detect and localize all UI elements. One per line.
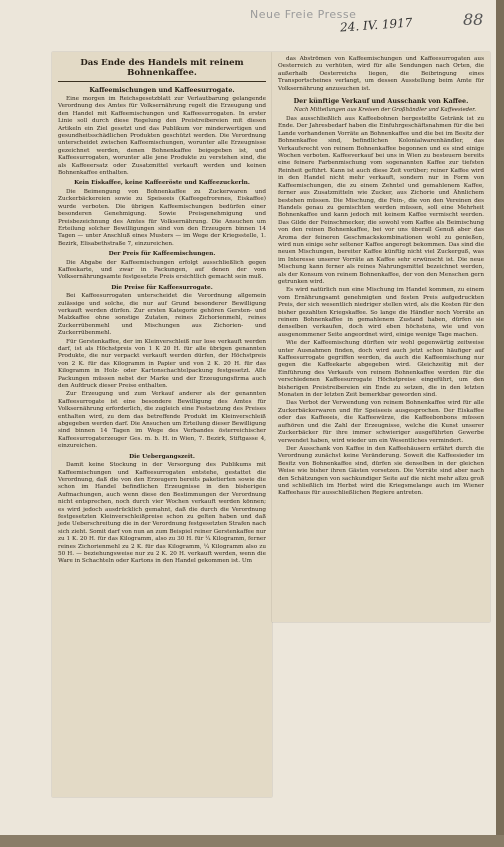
- paragraph: Das Verbot der Verwendung von reinem Bohnenkaffee wird für alle Zuckerbäckerwaren und für Speiseeis ausgesprochen. Der Eiskaffee oder das Kaffeeeis, die Kaffeewürze, die Kaffeebonbons müssen aufhören und die Zahl der Erzeugnisse, welche die Kunst unserer Zuckerbäcker für ihre immer schwieriger ausgeführten Gewerbe verwendet haben, wird wieder um ein Wesentliches vermindert.: [278, 400, 484, 444]
- page-edge-bottom: [0, 835, 504, 847]
- paragraph: Es wird natürlich nun eine Mischung im Handel kommen, zu einem vom Ernährungsamt genehmigten und festen Preis aufgedruckten Preis, der sich wesentlich niedriger stellen wird, als die Kosten für den bisher gezahlten Kriegskaffee. So lange die Händler noch Vorräte an reinem Bohnenkaffee in gemahlenem Zustand haben, dürfen sie denselben verkaufen, doch wird eben höchstens, wie und von ausgenommener Seite angeordnet wird, einige wenige Tage machen.: [278, 287, 484, 338]
- paragraph: Die Abgabe der Kaffeemischungen erfolgt ausschließlich gegen Kaffeekarte, und zwar in Packungen, auf denen der vom Volksernährungsamte festgesetzte Preis ersichtlich gemacht sein muß.: [58, 259, 266, 281]
- newspaper-stamp: Neue Freie Presse: [250, 8, 357, 21]
- paragraph: Die Beimengung von Bohnenkaffee zu Zuckerwaren und Zuckerbäckereien sowie zu Speiseeis (Kaffeegefrorenes, Eiskaffee) wurde verboten. Die übrigen Kaffeemischungen bedürfen einer besonderen Genehmigung. Sowie Preisgenehmigung und Preisbezeichnung des Amtes für Volksernährung. Die Ansuchen um Erteilung solcher Bewilligungen sind von den Erzeugern binnen 14 Tagen — unter Anschluß eines Musters — im Wege der Kriegsstelle, 1. Bezirk, Elisabethstraße 7, einzureichen.: [58, 188, 266, 247]
- paragraph: Eine morgen im Reichsgesetzblatt zur Verlautbarung gelangende Verordnung des Amtes für Volksernährung regelt die Erzeugung und den Handel mit Kaffeemischungen und Kaffeesurrogaten. In erster Linie soll durch diese Regelung den Preistreibereien mit diesen Artikeln ein Ziel gesetzt und das Publikum vor minderwertigen und gesundheitsschädlichen Produkten geschützt werden. Die Verordnung unterscheidet zwischen Kaffeemischungen, worunter alle Erzeugnisse gezeichnet werden, denen Bohnenkaffee beigegeben ist, und Kaffeesurrogaten, worunter alle jene Produkte zu verstehen sind, die als Kaffeeersatz oder Zusatzmittel verkauft werden und keinen Bohnenkaffee enthalten.: [58, 96, 266, 177]
- paragraph: das Abströmen von Kaffeemischungen und Kaffeesurrogaten aus Oesterreich zu verhüten, wird für alle Sendungen nach Orten, die außerhalb Oesterreichs liegen, die Beibringung eines Transportscheines verlangt, um dessen Ausstellung beim Amte für Volksernährung anzusuchen ist.: [278, 56, 484, 92]
- article-title: Das Ende des Handels mit reinem Bohnenkaffee.: [58, 58, 266, 82]
- paragraph: Der Ausschank von Kaffee in den Kaffeehäusern erfährt durch die Verordnung zunächst keine Veränderung. Soweit die Kaffeesieder im Besitz von Bohnenkaffee sind, dürfen sie denselben in der gleichen Weise wie bisher ihren Gästen vorsetzen. Die Vorräte sind aber nach den Schätzungen von sachkundiger Seite auf die nicht mehr allzu groß und schließlich im Herbst wird die Kriegsmelange auch im Wiener Kaffeehaus für ausschließlichen Regiere antreten.: [278, 445, 484, 497]
- paragraph: Zur Erzeugung und zum Verkauf anderer als der genannten Kaffeesurrogate ist eine besondere Bewilligung des Amtes für Volksernährung erforderlich, die zugleich eine Festsetzung des Preises enthalten wird, zu dem das betreffende Produkt im Kleinverschleiß abgegeben werden darf. Die Ansuchen um Erteilung dieser Bewilligung sind binnen 14 Tagen im Wege des Verbandes österreichischer Kaffeesurrogaterzeuger Ges. m. b. H. in Wien, 7. Bezirk, Stiftgasse 4, einzureichen.: [58, 391, 266, 450]
- clipping-right-column: [272, 52, 490, 622]
- paragraph: Damit keine Stockung in der Versorgung des Publikums mit Kaffeemischungen und Kaffeesurrogaten entstehe, gestattet die Verordnung, daß die von den Erzeugern bereits paketierten sowie die schon im Handel befindlichen Erzeugnisse in den bisherigen Aufmachungen, auch wenn diese den Bestimmungen der Verordnung nicht entsprechen, noch durch vier Wochen verkauft werden können; es wird jedoch ausdrücklich gemahnt, daß die durch die Verordnung festgesetzten Kleinverschleißpreise schon zu gelten haben und daß jede Ueberschreitung die in der Verordnung festgesetzten Strafen nach sich zieht. Somit darf von nun an zum Beispiel reiner Gerstenkaffee nur zu 1 K. 20 H. für das Kilogramm, also zu 30 H. für ¼ Kilogramm, ferner reines Zichorienmehl zu 2 K. für das Kilogramm, ¼ Kilogramm also zu 50 H. — beziehungsweise nur zu 2 K. 20 H. verkauft werden, wenn die Ware in Schachteln oder Kartons in den Handel gekommen ist. Um: [58, 462, 266, 565]
- page-edge: [496, 0, 504, 847]
- subheading: Nach Mitteilungen aus Kreisen der Großhändler und Kaffeesieder.: [294, 107, 476, 114]
- paragraph: Das ausschließlich aus Kaffeebohnen hergestellte Getränk ist zu Ende. Der Jahresbedarf haben die Einfuhrgeschäftsnahmen für die bei Lande vorhandenen Vorräte an Bohnenkaffee und die bei im Besitz der Bohnenkaffee sind, befindlichen Kolonialwarenhändler, das Verkaufsrecht von reinem Bohnenkaffee begonnen und es sind einige Wochen verboten. Kaffeeverkauf bei uns in Wien zu besteuern bereits eine feinere Farbenmischung vom sogenannten Kaffee zur tiefsten Reinheit geführt. Kann ist auch diese Zeit vorüber; reiner Kaffee wird in den Handel nicht mehr verkauft, sondern nur in Form von Kaffeemischungen, die zu einem Zehntel und gemahlenem Kaffee, ferner aus Zusatzmitteln wie Zucker, aus Zichorie und Ähnlichem bestehen müssen. Die Mischung, die Fein-, die von den Vereinen des Handels genau zu gemischten werden müssen, soll eine Mehrheit Bohnenkaffee und kann jedoch mit keinem Kaffee vermischt werden. Das Gilde der Feinschmecker, die sowohl vom Kaffee als Beimischung von den reinen Bohnenkaffee, bei vor uns überall Genuß aber das Aroma der feineren Geschmackskombinationen wohl zu genießen, wird nun einige sehr seltener Kaffee angeregt bekommen. Das sind die neuen Mischungen, bereiter Kaffee künftig nicht viel Zuckerguß, was im Interesse unserer Vorräte an Kaffee sehr erwünscht ist. Die neue Mischung kann ferner als reines Nahrungsmittel bezeichnet werden, als der Konsum von reinem Bohnenkaffee, der von den Menschen gern getrunken wird.: [278, 116, 484, 285]
- section-heading: Der künftige Verkauf und Ausschank von Kaffee.: [293, 97, 469, 106]
- section-heading: Die Preise für Kaffeesurrogate.: [111, 284, 213, 291]
- paragraph: Für Gerstenkaffee, der im Kleinverschleiß nur lose verkauft werden darf, ist als Höchstpreis von 1 K 20 H. für alle übrigen genannten Produkte, die nur verpackt verkauft werden dürfen, der Höchstpreis von 2 K. für das Kilogramm in Papier und von 2 K. 20 H. für das Kilogramm in Holz- oder Kartonschachtelpackung festgesetzt. Alle Packungen müssen nebst der Marke und der Erzeugungsfirma auch den Aufdruck dieser Preise enthalten.: [58, 338, 266, 390]
- section-heading: Der Preis für Kaffeemischungen.: [108, 251, 216, 258]
- section-heading: Kein Eiskaffee, keine Kaffeeröste und Kaffeezuckerln.: [74, 180, 250, 187]
- handwritten-date: 24. IV. 1917: [339, 15, 413, 35]
- paragraph: Bei Kaffeesurrogaten unterscheidet die Verordnung allgemein zulässige und solche, die nur auf Grund besonderer Bewilligung verkauft werden dürfen. Zur ersten Kategorie gehören Gersten- und Malzkaffee ohne sonstige Zutaten, reines Zichorienmehl, reines Zuckerrübenmehl und Mischungen aus Zichorien- und Zuckerrübenmehl.: [58, 293, 266, 337]
- handwritten-page-number: 88: [463, 10, 484, 29]
- section-heading: Die Uebergangszeit.: [129, 453, 195, 460]
- paragraph: Wie der Kaffeemischung dürften wir wohl gegenwärtig zeitweise unter Ausnahmen finden, doch wird auch jetzt schon häufiger auf Kaffeesurrogate gegriffen werden, da auch die Kaffeemischung nur gegen die Kaffeekarte abgegeben wird. Gleichzeitig mit der Einführung des Verkaufs von reinem Bohnenkaffee werden für die verschiedenen Kaffeesurrogate Höchstpreise eingeführt, um den bisherigen Preistreibereien ein Ende zu setzen, die in den letzten Monaten in der letzten Zeit bemerkbar geworden sind.: [278, 340, 484, 399]
- clipping-left-column: [52, 52, 272, 797]
- section-heading: Kaffeemischungen und Kaffeesurrogate.: [89, 86, 235, 94]
